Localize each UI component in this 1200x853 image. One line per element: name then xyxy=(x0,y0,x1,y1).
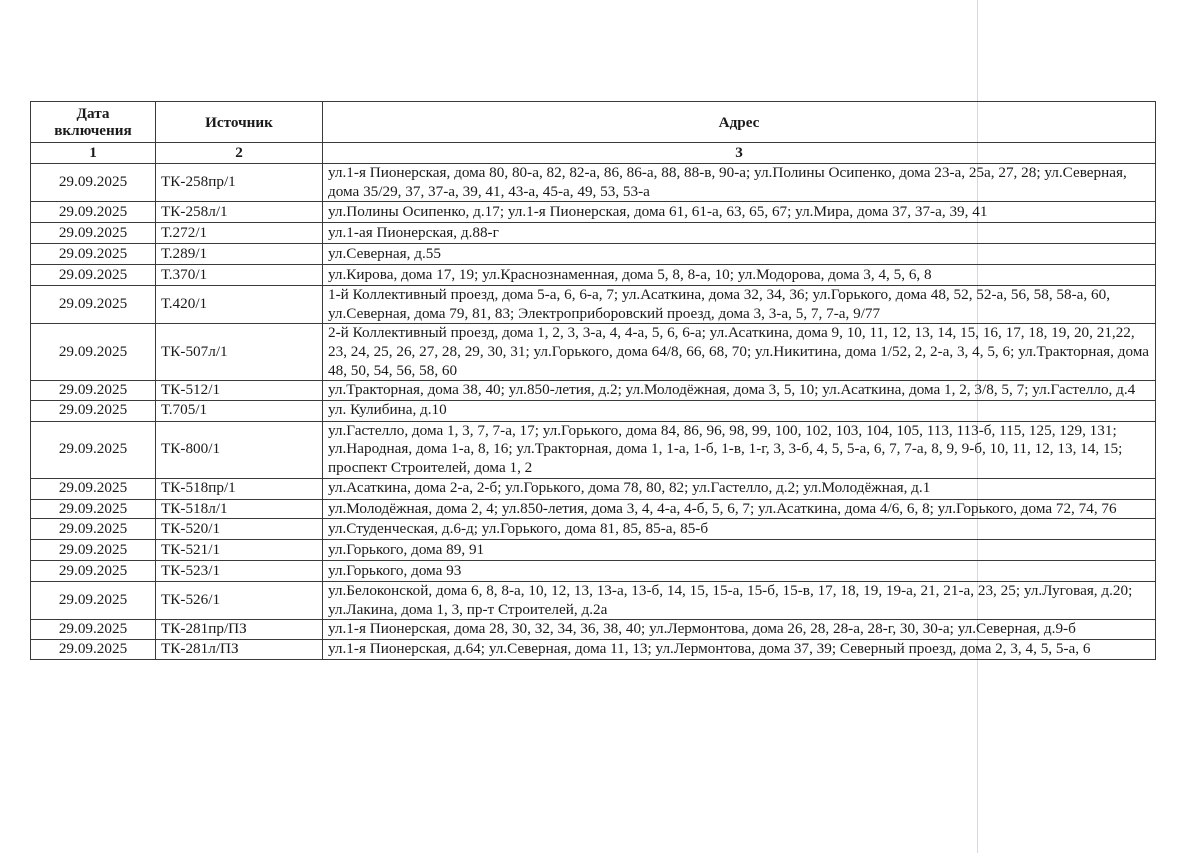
row-date: 29.09.2025 xyxy=(31,223,156,244)
heating-schedule-table xyxy=(30,101,1156,660)
column-number: 2 xyxy=(156,143,323,164)
row-address: ул.Полины Осипенко, д.17; ул.1-я Пионерская, дома 61, 61-а, 63, 65, 67; ул.Мира, дома 37, 37-а, 39, 41 xyxy=(323,202,1156,223)
row-source: Т.272/1 xyxy=(156,223,323,244)
row-address: ул.Белоконской, дома 6, 8, 8-а, 10, 12, 13, 13-а, 13-б, 14, 15, 15-а, 15-б, 15-в, 17, 18, 19, 19-а, 21, 21-а, 23, 25; ул.Луговая, д.20; ул.Лакина, дома 1, 3, пр-т Строителей, д.2а xyxy=(323,582,1156,620)
row-date: 29.09.2025 xyxy=(31,478,156,499)
table-row xyxy=(31,639,1156,659)
table-row xyxy=(31,620,1156,640)
row-address: 1-й Коллективный проезд, дома 5-а, 6, 6-а, 7; ул.Асаткина, дома 32, 34, 36; ул.Горького, дома 48, 52, 52-а, 56, 58, 58-а, 60, ул.Северная, дома 79, 81, 83; Электроприборовский проезд, дома 3, 3-а, 5, 7, 7-а, 9/77 xyxy=(323,286,1156,324)
row-address: 2-й Коллективный проезд, дома 1, 2, 3, 3-а, 4, 4-а, 5, 6, 6-а; ул.Асаткина, дома 9, 10, 11, 12, 13, 14, 15, 16, 17, 18, 19, 20, 21,22, 23, 24, 25, 26, 27, 28, 29, 30, 31; ул.Горького, дома 64/8, 66, 68, 70; ул.Никитина, дома 1/52, 2, 2-а, 3, 4, 5, 6; ул.Тракторная, дома 48, 50, 54, 56, 58, 60 xyxy=(323,324,1156,381)
column-number-row xyxy=(31,143,1156,164)
table-row xyxy=(31,244,1156,265)
row-address: ул.Горького, дома 93 xyxy=(323,561,1156,582)
column-number: 1 xyxy=(31,143,156,164)
row-source: ТК-507л/1 xyxy=(156,324,323,381)
table-row xyxy=(31,164,1156,202)
table-body xyxy=(31,164,1156,660)
row-date: 29.09.2025 xyxy=(31,519,156,540)
table-row xyxy=(31,265,1156,286)
row-source: ТК-281пр/ПЗ xyxy=(156,620,323,640)
row-source: ТК-281л/ПЗ xyxy=(156,639,323,659)
row-date: 29.09.2025 xyxy=(31,540,156,561)
row-address: ул.Студенческая, д.6-д; ул.Горького, дома 81, 85, 85-а, 85-б xyxy=(323,519,1156,540)
row-source: Т.289/1 xyxy=(156,244,323,265)
row-date: 29.09.2025 xyxy=(31,499,156,519)
row-address: ул.1-я Пионерская, д.64; ул.Северная, дома 11, 13; ул.Лермонтова, дома 37, 39; Северный проезд, дома 2, 3, 4, 5, 5-а, 6 xyxy=(323,639,1156,659)
row-date: 29.09.2025 xyxy=(31,164,156,202)
row-address: ул.1-я Пионерская, дома 28, 30, 32, 34, 36, 38, 40; ул.Лермонтова, дома 26, 28, 28-а, 28-г, 30, 30-а; ул.Северная, д.9-б xyxy=(323,620,1156,640)
row-address: ул.Асаткина, дома 2-а, 2-б; ул.Горького, дома 78, 80, 82; ул.Гастелло, д.2; ул.Молодёжная, д.1 xyxy=(323,478,1156,499)
row-date: 29.09.2025 xyxy=(31,381,156,401)
table-row xyxy=(31,582,1156,620)
row-source: ТК-800/1 xyxy=(156,421,323,478)
row-address: ул.Гастелло, дома 1, 3, 7, 7-а, 17; ул.Горького, дома 84, 86, 96, 98, 99, 100, 102, 103, 104, 105, 113, 113-б, 115, 125, 129, 131; ул.Народная, дома 1-а, 8, 16; ул.Тракторная, дома 1, 1-а, 1-б, 1-в, 1-г, 3, 3-б, 4, 5, 5-а, 6, 7, 7-а, 8, 9, 9-б, 10, 11, 12, 13, 14, 15; проспект Строителей, дома 1, 2 xyxy=(323,421,1156,478)
table-row xyxy=(31,202,1156,223)
table-row xyxy=(31,421,1156,478)
table-row xyxy=(31,519,1156,540)
row-address: ул.1-я Пионерская, дома 80, 80-а, 82, 82-а, 86, 86-а, 88, 88-в, 90-а; ул.Полины Осипенко, дома 23-а, 25а, 27, 28; ул.Северная, дома 35/29, 37, 37-а, 39, 41, 43-а, 45-а, 49, 53, 53-а xyxy=(323,164,1156,202)
row-source: ТК-520/1 xyxy=(156,519,323,540)
row-source: ТК-523/1 xyxy=(156,561,323,582)
row-date: 29.09.2025 xyxy=(31,620,156,640)
row-source: ТК-518л/1 xyxy=(156,499,323,519)
table-row xyxy=(31,223,1156,244)
row-address: ул.Северная, д.55 xyxy=(323,244,1156,265)
header-date: Дата включения xyxy=(31,102,156,143)
row-source: ТК-518пр/1 xyxy=(156,478,323,499)
table-row xyxy=(31,540,1156,561)
row-source: Т.370/1 xyxy=(156,265,323,286)
header-row xyxy=(31,102,1156,143)
header-source: Источник xyxy=(156,102,323,143)
table-row xyxy=(31,324,1156,381)
row-date: 29.09.2025 xyxy=(31,400,156,421)
row-date: 29.09.2025 xyxy=(31,561,156,582)
row-address: ул.Тракторная, дома 38, 40; ул.850-летия, д.2; ул.Молодёжная, дома 3, 5, 10; ул.Асаткина, дома 1, 2, 3/8, 5, 7; ул.Гастелло, д.4 xyxy=(323,381,1156,401)
row-date: 29.09.2025 xyxy=(31,286,156,324)
table-row xyxy=(31,400,1156,421)
row-source: ТК-526/1 xyxy=(156,582,323,620)
table-row xyxy=(31,381,1156,401)
row-address: ул. Кулибина, д.10 xyxy=(323,400,1156,421)
row-date: 29.09.2025 xyxy=(31,265,156,286)
row-address: ул.Горького, дома 89, 91 xyxy=(323,540,1156,561)
row-date: 29.09.2025 xyxy=(31,582,156,620)
row-source: ТК-512/1 xyxy=(156,381,323,401)
table-row xyxy=(31,478,1156,499)
row-source: ТК-521/1 xyxy=(156,540,323,561)
row-date: 29.09.2025 xyxy=(31,324,156,381)
table-row xyxy=(31,499,1156,519)
table-row xyxy=(31,286,1156,324)
row-source: ТК-258л/1 xyxy=(156,202,323,223)
row-source: Т.705/1 xyxy=(156,400,323,421)
table-row xyxy=(31,561,1156,582)
row-source: Т.420/1 xyxy=(156,286,323,324)
row-address: ул.1-ая Пионерская, д.88-г xyxy=(323,223,1156,244)
row-source: ТК-258пр/1 xyxy=(156,164,323,202)
row-address: ул.Кирова, дома 17, 19; ул.Краснознаменная, дома 5, 8, 8-а, 10; ул.Модорова, дома 3, 4, 5, 6, 8 xyxy=(323,265,1156,286)
column-number: 3 xyxy=(323,143,1156,164)
row-date: 29.09.2025 xyxy=(31,244,156,265)
header-address: Адрес xyxy=(323,102,1156,143)
row-date: 29.09.2025 xyxy=(31,639,156,659)
row-address: ул.Молодёжная, дома 2, 4; ул.850-летия, дома 3, 4, 4-а, 4-б, 5, 6, 7; ул.Асаткина, дома 4/6, 6, 8; ул.Горького, дома 72, 74, 76 xyxy=(323,499,1156,519)
row-date: 29.09.2025 xyxy=(31,202,156,223)
row-date: 29.09.2025 xyxy=(31,421,156,478)
